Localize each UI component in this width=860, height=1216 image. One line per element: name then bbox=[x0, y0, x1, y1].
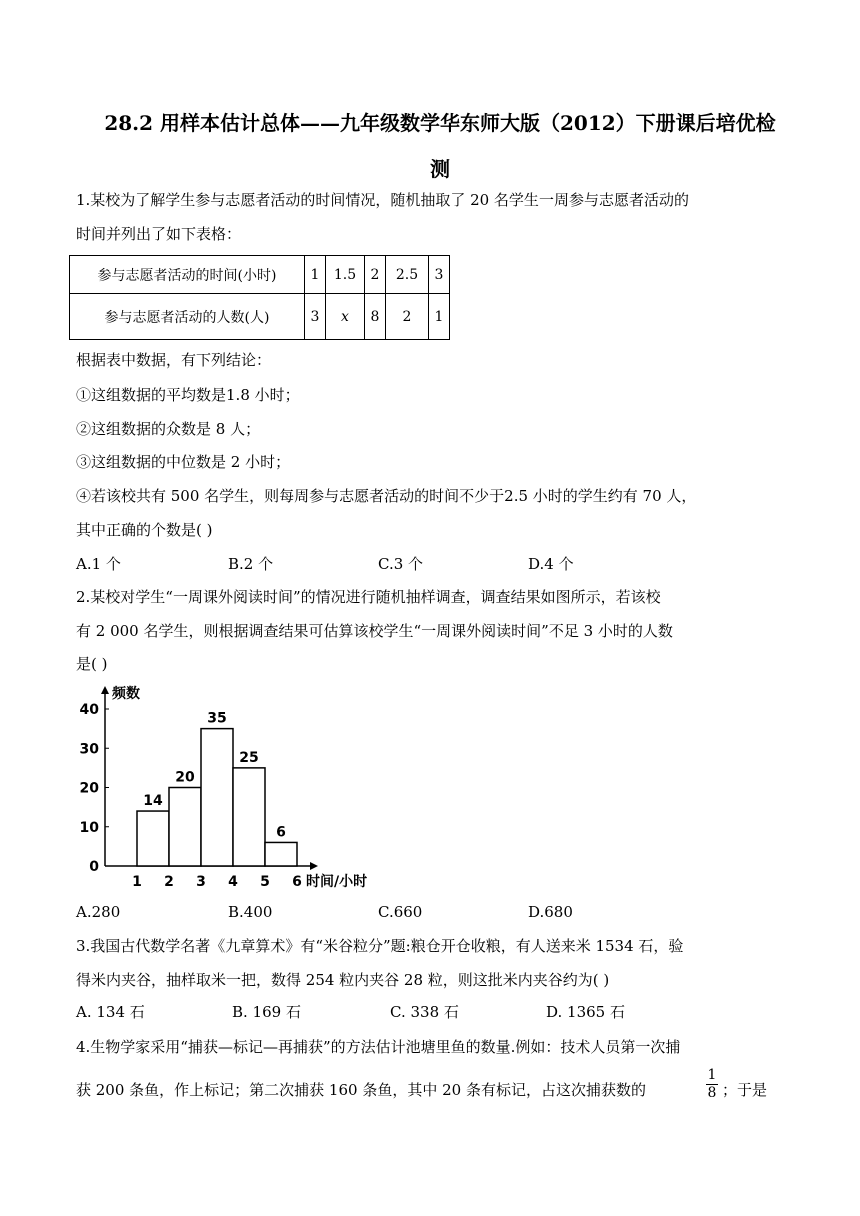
y-axis-title: 频数 bbox=[112, 686, 140, 702]
y-tick-label: 40 bbox=[79, 702, 99, 718]
histogram-bar bbox=[137, 811, 169, 866]
bar-data-label: 20 bbox=[175, 769, 195, 786]
x-tick-label: 1 bbox=[132, 874, 142, 890]
q3-option-a: A. 134 石 bbox=[76, 1003, 145, 1021]
x-tick-label: 3 bbox=[196, 874, 206, 890]
q1-option-d: D.4 个 bbox=[528, 555, 574, 573]
q2-stem-line-2: 有 2 000 名学生，则根据调查结果可估算该校学生“一周课外阅读时间”不足 3 小时的人数 bbox=[76, 622, 673, 640]
histogram-bar bbox=[201, 729, 233, 866]
q1-lead: 根据表中数据，有下列结论： bbox=[76, 351, 272, 369]
q1-statement-4: ④若该校共有 500 名学生，则每周参与志愿者活动的时间不少于2.5 小时的学生约有 70 人， bbox=[76, 487, 697, 505]
fraction-denominator: 8 bbox=[707, 1085, 717, 1101]
table-cell: 2 bbox=[386, 294, 429, 340]
fraction-one-eighth bbox=[706, 1068, 718, 1101]
bar-data-label: 6 bbox=[276, 824, 286, 841]
title-line-2: 测 bbox=[430, 157, 450, 181]
bar-data-label: 35 bbox=[207, 710, 227, 727]
y-axis-arrow bbox=[101, 686, 109, 694]
q4-stem-line-2 bbox=[76, 1080, 646, 1100]
table-row bbox=[70, 256, 450, 294]
q1-option-c: C.3 个 bbox=[378, 555, 424, 573]
table-cell: 2.5 bbox=[386, 256, 429, 294]
q3-option-b: B. 169 石 bbox=[232, 1003, 301, 1021]
x-tick-label: 2 bbox=[164, 874, 174, 890]
table-cell: 1 bbox=[305, 256, 326, 294]
histogram-bar bbox=[233, 768, 265, 866]
x-axis-arrow bbox=[310, 862, 318, 870]
title-line-1: 28.2 用样本估计总体——九年级数学华东师大版（2012）下册课后培优检 bbox=[104, 111, 776, 135]
table-cell: 2 bbox=[365, 256, 386, 294]
q2-option-b: B.400 bbox=[228, 903, 273, 921]
table-cell: 3 bbox=[429, 256, 450, 294]
q4-stem-line-1: 4.生物学家采用“捕获—标记—再捕获”的方法估计池塘里鱼的数量.例如：技术人员第一次捕 bbox=[76, 1038, 681, 1056]
q3-option-c: C. 338 石 bbox=[390, 1003, 459, 1021]
q1-statement-1: ①这组数据的平均数是1.8 小时； bbox=[76, 386, 300, 404]
x-tick-label: 6 bbox=[292, 874, 302, 890]
q1-option-b: B.2 个 bbox=[228, 555, 274, 573]
q3-stem-line-1: 3.我国古代数学名著《九章算术》有“米谷粒分”题:粮仓开仓收粮，有人送来米 1534 石，验 bbox=[76, 937, 684, 955]
table-cell: x bbox=[326, 294, 365, 340]
histogram-bar bbox=[169, 788, 201, 867]
bar-data-label: 25 bbox=[239, 749, 259, 766]
q3-stem-line-2: 得米内夹谷，抽样取米一把，数得 254 粒内夹谷 28 粒，则这批米内夹谷约为( ) bbox=[76, 971, 610, 989]
y-tick-label: 30 bbox=[79, 741, 99, 758]
histogram-bar bbox=[265, 842, 297, 866]
q2-option-d: D.680 bbox=[528, 903, 573, 921]
table-row bbox=[70, 294, 450, 340]
q1-stem-line-1: 1.某校为了解学生参与志愿者活动的时间情况，随机抽取了 20 名学生一周参与志愿者活动的 bbox=[76, 191, 689, 209]
q2-stem-line-3: 是( ) bbox=[76, 655, 108, 673]
y-tick-label: 0 bbox=[89, 859, 99, 875]
x-axis-title: 时间/小时 bbox=[306, 874, 368, 890]
y-tick-label: 10 bbox=[79, 819, 99, 836]
q2-option-c: C.660 bbox=[378, 903, 423, 921]
fraction-numerator: 1 bbox=[707, 1067, 717, 1083]
q1-statement-3: ③这组数据的中位数是 2 小时； bbox=[76, 453, 291, 471]
frequency-histogram bbox=[70, 680, 390, 895]
table-header-cell: 参与志愿者活动的人数(人) bbox=[70, 294, 305, 340]
q1-ask: 其中正确的个数是( ) bbox=[76, 521, 213, 539]
q3-option-d: D. 1365 石 bbox=[546, 1003, 625, 1021]
q4-stem-line-2-tail: ；于是 bbox=[722, 1081, 768, 1099]
table-cell: 1 bbox=[429, 294, 450, 340]
x-tick-label: 5 bbox=[260, 874, 270, 890]
table-cell: 1.5 bbox=[326, 256, 365, 294]
q1-stem-line-2: 时间并列出了如下表格： bbox=[76, 225, 242, 243]
bar-data-label: 14 bbox=[143, 793, 163, 810]
q1-statement-2: ②这组数据的众数是 8 人； bbox=[76, 420, 261, 438]
page-title bbox=[60, 100, 820, 192]
table-header-cell: 参与志愿者活动的时间(小时) bbox=[70, 256, 305, 294]
q2-stem-line-1: 2.某校对学生“一周课外阅读时间”的情况进行随机抽样调查，调查结果如图所示，若该校 bbox=[76, 588, 661, 606]
q1-data-table bbox=[69, 255, 450, 340]
x-tick-label: 4 bbox=[228, 874, 238, 890]
q1-option-a: A.1 个 bbox=[76, 555, 121, 573]
y-tick-label: 20 bbox=[79, 780, 99, 797]
table-cell: 8 bbox=[365, 294, 386, 340]
table-cell: 3 bbox=[305, 294, 326, 340]
q4-stem-line-2-text: 获 200 条鱼，作上标记；第二次捕获 160 条鱼，其中 20 条有标记，占这次捕获数的 bbox=[76, 1081, 646, 1099]
q2-option-a: A.280 bbox=[76, 903, 121, 921]
